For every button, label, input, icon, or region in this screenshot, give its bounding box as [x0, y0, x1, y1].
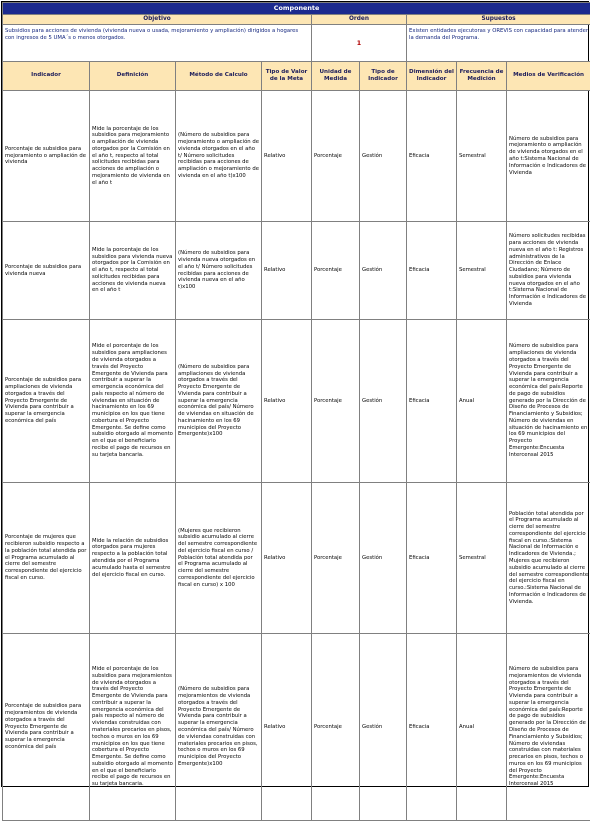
tipo-valor-cell: Relativo [262, 634, 312, 821]
unidad-cell: Porcentaje [312, 634, 360, 821]
table-row [3, 91, 590, 222]
tipo-indicador-cell: Gestión [360, 483, 407, 634]
unidad-cell: Porcentaje [312, 320, 360, 483]
column-header-row [3, 62, 590, 91]
tipo-valor-cell: Relativo [262, 91, 312, 222]
col-medios: Medios de Verificación [507, 62, 590, 91]
objetivo-text: Subsidios para acciones de vivienda (vivienda nueva o usada, mejoramiento y ampliación) dirigidos a hogares con ingresos de 5 UMA´s o menos otorgados. [3, 25, 312, 62]
dimension-cell: Eficacia [407, 483, 457, 634]
col-tipo-indicador: Tipo de Indicador [360, 62, 407, 91]
col-metodo: Método de Calculo [176, 62, 262, 91]
col-indicador: Indicador [3, 62, 90, 91]
orden-header: Orden [312, 15, 407, 25]
col-definicion: Definición [90, 62, 176, 91]
orden-value: 1 [312, 25, 407, 62]
frecuencia-cell: Anual [457, 634, 507, 821]
table-row [3, 634, 590, 821]
dimension-cell: Eficacia [407, 320, 457, 483]
medios-cell: Número de subsidios para mejoramiento o ampliación de vivienda otorgados en el año t:Sistema Nacional de Información e Indicadores de Vivienda [507, 91, 590, 222]
table-row [3, 483, 590, 634]
indicators-table [2, 2, 590, 821]
dimension-cell: Eficacia [407, 222, 457, 320]
indicador-cell: Porcentaje de subsidios para vivienda nueva [3, 222, 90, 320]
tipo-valor-cell: Relativo [262, 483, 312, 634]
unidad-cell: Porcentaje [312, 483, 360, 634]
objetivo-header: Objetivo [3, 15, 312, 25]
col-dimension: Dimensión del Indicador [407, 62, 457, 91]
col-frecuencia: Frecuencia de Medición [457, 62, 507, 91]
metodo-cell: (Mujeres que recibieron subsidio acumulado al cierre del semestre correspondiente del ejercicio fiscal en curso / Población total atendida por el Programa acumulado al cierre del semestre correspondiente del ejercicio fiscal en curso) x 100 [176, 483, 262, 634]
supuestos-text: Existen entidades ejecutoras y OREVIS con capacidad para atender la demanda del Programa. [407, 25, 590, 62]
medios-cell: Número de subsidios para mejoramientos de vivienda otorgados a través del Proyecto Emergente de Vivienda para contribuir a superar la emergencia económica del país:Reporte de pago de subsidios generado por la Dirección de Diseño de Procesos de Financiamiento y Subsidios; Número de viviendas construidas con materiales precarios en pisos, techos o muros en los 69 municipios del Proyecto Emergente:Encuesta Intercensal 2015 [507, 634, 590, 821]
definicion-cell: Mide el porcentaje de los subsidios para mejoramientos de vivienda otorgados a través del Proyecto Emergente de Vivienda para contribuir a superar la emergencia económica del país respecto al número de viviendas construidas con materiales precarios en pisos, techos o muros en los 69 municipios en los que tiene cobertura el Proyecto Emergente. Se define como subsidio otorgado al momento en el que el beneficiario recibe el pago de recursos en su tarjeta bancaria. [90, 634, 176, 821]
table-row [3, 222, 590, 320]
tipo-valor-cell: Relativo [262, 320, 312, 483]
metodo-cell: (Número de subsidios para mejoramientos de vivienda otorgados a través del Proyecto Emergente de Vivienda para contribuir a superar la emergencia económica del país/ Número de viviendas construidas con materiales precarios en pisos, techos o muros en los 69 municipios del Proyecto Emergente)x100 [176, 634, 262, 821]
frecuencia-cell: Semestral [457, 483, 507, 634]
tipo-indicador-cell: Gestión [360, 634, 407, 821]
unidad-cell: Porcentaje [312, 222, 360, 320]
unidad-cell: Porcentaje [312, 91, 360, 222]
tipo-indicador-cell: Gestión [360, 222, 407, 320]
definicion-cell: Mide la porcentaje de los subsidios para mejoramiento o ampliación de vivienda otorgados por la Comisión en el año t, respecto al total solicitudes recibidas para acciones de ampliación o mejoramiento de vivienda en el año t [90, 91, 176, 222]
dimension-cell: Eficacia [407, 634, 457, 821]
col-unidad: Unidad de Medida [312, 62, 360, 91]
definicion-cell: Mide el porcentaje de los subsidios para ampliaciones de vivienda otorgados a través del Proyecto Emergente de Vivienda para contribuir a superar la emergencia económica del país respecto al número de viviendas en situación de hacinamiento en los 69 municipios en los que tiene cobertura el Proyecto Emergente. Se define como subsidio otorgado al momento en el que el beneficiario recibe el pago de recursos en su tarjeta bancaria. [90, 320, 176, 483]
metodo-cell: (Número de subsidios para vivienda nueva otorgados en el año t/ Número solicitudes recibidas para acciones de vivienda nueva en el año t)x100 [176, 222, 262, 320]
frecuencia-cell: Semestral [457, 222, 507, 320]
component-title: Componente [3, 3, 590, 15]
indicador-cell: Porcentaje de mujeres que recibieron subsidio respecto a la población total atendida por el Programa acumulado al cierre del semestre correspondiente del ejercicio fiscal en curso. [3, 483, 90, 634]
frecuencia-cell: Anual [457, 320, 507, 483]
indicador-cell: Porcentaje de subsidios para mejoramientos de vivienda otorgados a través del Proyecto Emergente de Vivienda para contribuir a superar la emergencia económica del país [3, 634, 90, 821]
col-tipo-valor: Tipo de Valor de la Meta [262, 62, 312, 91]
indicador-cell: Porcentaje de subsidios para mejoramiento o ampliación de vivienda [3, 91, 90, 222]
metodo-cell: (Número de subsidios para ampliaciones de vivienda otorgados a través del Proyecto Emergente de Vivienda para contribuir a superar la emergencia económica del país/ Número de viviendas en situación de hacinamiento en los 69 municipios del Proyecto Emergente)x100 [176, 320, 262, 483]
indicador-cell: Porcentaje de subsidios para ampliaciones de vivienda otorgados a través del Proyecto Emergente de Vivienda para contribuir a superar la emergencia económica del país [3, 320, 90, 483]
definicion-cell: Mide la porcentaje de los subsidios para vivienda nueva otorgados por la Comisión en el año t, respecto al total solicitudes recibidas para acciones de vivienda nueva en el año t [90, 222, 176, 320]
tipo-indicador-cell: Gestión [360, 320, 407, 483]
supuestos-header: Supuestos [407, 15, 590, 25]
medios-cell: Población total atendida por el Programa acumulado al cierre del semestre correspondiente del ejercicio fiscal en curso.:Sistema Nacional de Información e Indicadores de Vivienda.; Mujeres que recibieron subsidio acumulado al cierre del semestre correspondiente del ejercicio fiscal en curso.:Sistema Nacional de Información e Indicadores de Vivienda. [507, 483, 590, 634]
tipo-indicador-cell: Gestión [360, 91, 407, 222]
frecuencia-cell: Semestral [457, 91, 507, 222]
dimension-cell: Eficacia [407, 91, 457, 222]
document-page [1, 1, 589, 787]
medios-cell: Número solicitudes recibidas para acciones de vivienda nueva en el año t: Registros administrativos de la Dirección de Enlace Ciudadano; Número de subsidios para vivienda nueva otorgados en el año t:Sistema Nacional de Información e Indicadores de Vivienda [507, 222, 590, 320]
definicion-cell: Mide la relación de subsidios otorgados para mujeres respecto a la población total atendida por el Programa acumulado hasta el semestre del ejercicio fiscal en curso. [90, 483, 176, 634]
tipo-valor-cell: Relativo [262, 222, 312, 320]
table-row [3, 320, 590, 483]
metodo-cell: (Número de subsidios para mejoramiento o ampliación de vivienda otorgados en el año t/ Número solicitudes recibidas para acciones de ampliación o mejoramiento de vivienda en el año t)x100 [176, 91, 262, 222]
medios-cell: Número de subsidios para ampliaciones de vivienda otorgados a través del Proyecto Emergente de Vivienda para contribuir a superar la emergencia económica del país:Reporte de pago de subsidios generado por la Dirección de Diseño de Procesos de Financiamiento y Subsidios; Número de viviendas en situación de hacinamiento en los 69 municipios del Proyecto Emergente:Encuesta Intercensal 2015 [507, 320, 590, 483]
